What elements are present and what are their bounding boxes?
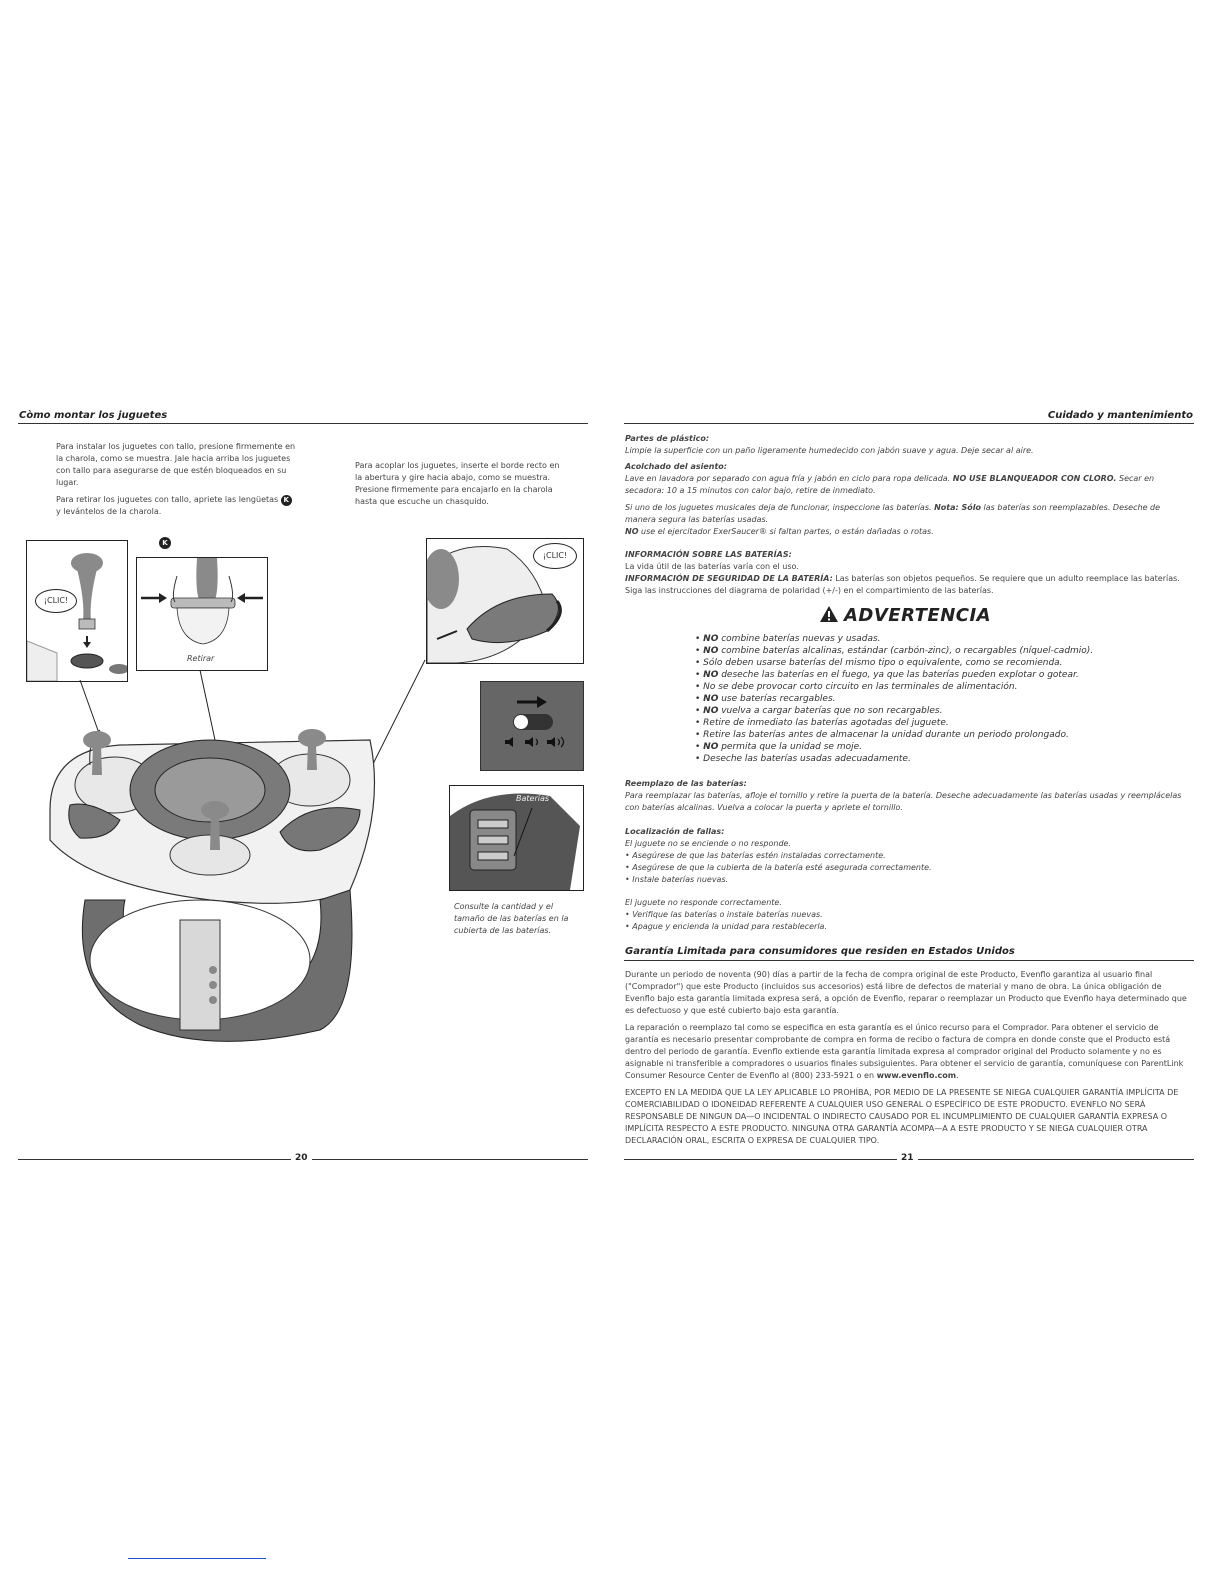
- clic-bubble-left: ¡CLIC!: [35, 589, 77, 613]
- warning-item: [695, 693, 1185, 705]
- seat-pad-text-b: Secar en secadora: 10 a 15 minutos con calor bajo, retire de inmediato.: [625, 474, 1155, 495]
- warning-item-no: NO: [703, 646, 719, 656]
- bottom-link-underline: [128, 1558, 266, 1559]
- battery-note: Consulte la cantidad y el tamaño de las baterías en la cubierta de las baterías.: [454, 902, 569, 935]
- install-paragraph: Para instalar los juguetes con tallo, presione firmemente en la charola, como se muestra. Jale hacia arriba los juguetes con tallo para asegurarse de que estén bloqueados en su lugar.: [56, 442, 296, 487]
- battery-safety: [625, 573, 1185, 597]
- toys-nota: Nota: Sólo: [934, 503, 981, 512]
- toys-text-a: Si uno de los juguetes musicales deja de funcionar, inspeccione las baterías.: [625, 503, 932, 512]
- remove-figure: [136, 557, 268, 671]
- troubleshoot-6: • Verifique las baterías o instale baterías nuevas.: [625, 910, 823, 919]
- remove-text-b: y levántelos de la charola.: [56, 507, 162, 516]
- left-section-title: Còmo montar los juguetes: [19, 410, 168, 421]
- replace-title: Reemplazo de las baterías:: [625, 779, 747, 788]
- warning-item: [695, 705, 1185, 717]
- warning-item-text: Deseche las baterías usadas adecuadamente.: [703, 754, 911, 764]
- toys-no: NO: [625, 527, 639, 536]
- toys-text-b: las baterías son reemplazables. Deseche de manera segura las baterías usadas.: [625, 503, 1161, 524]
- plastic-parts-text: Limpie la superficie con un paño ligeramente humedecido con jabón suave y agua. Deje secar al aire.: [625, 446, 1034, 455]
- warning-item-no: NO: [703, 694, 719, 704]
- warning-item-no: NO: [703, 706, 719, 716]
- warning-item-text: Sólo deben usarse baterías del mismo tipo o equivalente, como se recomienda.: [703, 658, 1063, 668]
- warning-title: ADVERTENCIA: [843, 605, 992, 626]
- battery-safety-text: Las baterías son objetos pequeños. Se requiere que un adulto reemplace las baterías. Siga las instrucciones del diagrama de polaridad (+/-) en el compartimiento de las baterías.: [625, 574, 1180, 595]
- warning-triangle-icon: [819, 605, 839, 623]
- battery-info-title: INFORMACIÓN SOBRE LAS BATERÍAS:: [625, 550, 792, 559]
- warning-item: [695, 741, 1185, 753]
- warning-item: [695, 633, 1185, 645]
- warning-item: [695, 669, 1185, 681]
- toys-text-c: use el ejercitador ExerSaucer® si faltan partes, o están dañadas o rotas.: [641, 527, 934, 536]
- attach-figure: [426, 538, 584, 664]
- page-number-left: 20: [291, 1153, 312, 1163]
- warranty-para-1: Durante un periodo de noventa (90) días a partir de la fecha de compra original de este Producto, Evenflo garantiza al usuario final ("Comprador") que este Producto (incluidos sus accesorios) está libre de defectos de material y mano de obra. La única obligación de Evenflo bajo esta garantía limitada expresa será, a opción de Evenflo, reparar o reemplazar un Producto que Evenflo haya determinado que es defectuoso y que esté cubierto bajo esta garantía.: [625, 970, 1187, 1015]
- page-number-right: 21: [897, 1153, 918, 1163]
- troubleshoot-4: • Instale baterías nuevas.: [625, 875, 729, 884]
- battery-safety-title: INFORMACIÓN DE SEGURIDAD DE LA BATERÍA:: [625, 574, 833, 583]
- warning-item-text: deseche las baterías en el fuego, ya que las baterías pueden explotar o gotear.: [718, 670, 1079, 680]
- k-badge: K: [281, 495, 292, 506]
- remove-paragraph: [56, 494, 296, 518]
- attach-paragraph: Para acoplar los juguetes, inserte el borde recto en la abertura y gire hacia abajo, como se muestra. Presione firmemente para encajarlo en la charola hasta que escuche un chasquido.: [355, 461, 560, 506]
- warning-item-text: permita que la unidad se moje.: [718, 742, 863, 752]
- warranty-title: Garantía Limitada para consumidores que residen en Estados Unidos: [625, 946, 1015, 957]
- care-content: [625, 433, 1185, 933]
- warning-item: [695, 645, 1185, 657]
- warning-heading: [625, 605, 1185, 631]
- left-header-rule: [18, 423, 588, 424]
- warning-item-text: Retire las baterías antes de almacenar la unidad durante un periodo prolongado.: [703, 730, 1069, 740]
- warning-item-no: NO: [703, 634, 719, 644]
- troubleshoot-2: • Asegúrese de que las baterías estén instaladas correctamente.: [625, 851, 886, 860]
- troubleshooting-title: Localización de fallas:: [625, 827, 725, 836]
- no-bleach-warning: NO USE BLANQUEADOR CON CLORO.: [952, 474, 1117, 483]
- warranty-content: [625, 969, 1190, 1147]
- warranty-para-3: EXCEPTO EN LA MEDIDA QUE LA LEY APLICABLE LO PROHÍBA, POR MEDIO DE LA PRESENTE SE NIEGA CUALQUIER GARANTÍA IMPLÍCITA DE COMERCIABILIDAD O IDONEIDAD REFERENTE A CUALQUIER USO GENERAL O ESPECÍFICO DE ESTE PRODUCTO. EVENFLO NO SERÁ RESPONSABLE DE NINGUN DA—O INCIDENTAL O INDIRECTO CAUSADO POR EL INCUMPLIMIENTO DE CUALQUIER GARANTÍA EXPRESA O IMPLÍCITA RESPECTO A ESTE PRODUCTO. NINGUNA OTRA GARANTÍA ACOMPA—A A ESTE PRODUCTO Y SE NIEGA CUALQUIER OTRA DECLARACIÓN ORAL, ESCRITA O EXPRESA DE CUALQUIER TIPO.: [625, 1088, 1179, 1145]
- warning-list: [695, 633, 1185, 765]
- warranty-rule: [624, 960, 1194, 961]
- k-marker: K: [159, 537, 171, 549]
- right-header-rule: [624, 423, 1194, 424]
- warning-item-no: NO: [703, 670, 719, 680]
- warning-item-no: NO: [703, 742, 719, 752]
- plastic-parts-title: Partes de plástico:: [625, 434, 710, 443]
- warning-item: [695, 681, 1185, 693]
- retirar-label: Retirar: [187, 654, 215, 663]
- warning-item-text: Retire de inmediato las baterías agotadas del juguete.: [703, 718, 949, 728]
- remove-text-a: Para retirar los juguetes con tallo, apriete las lengüetas: [56, 495, 279, 504]
- warning-item-text: combine baterías nuevas y usadas.: [718, 634, 881, 644]
- troubleshoot-1: El juguete no se enciende o no responde.: [625, 839, 791, 848]
- clic-bubble-right: ¡CLIC!: [533, 543, 577, 569]
- warning-item: [695, 753, 1185, 765]
- evenflo-link[interactable]: www.evenflo.com: [876, 1071, 957, 1080]
- warning-item-text: combine baterías alcalinas, estándar (carbón-zinc), o recargables (níquel-cadmio).: [718, 646, 1094, 656]
- warning-item: [695, 729, 1185, 741]
- replace-text: Para reemplazar las baterías, afloje el tornillo y retire la puerta de la batería. Deseche adecuadamente las baterías usadas y reemplácelas con baterías alcalinas. Vuelva a colocar la puerta y apriete el tornillo.: [625, 791, 1182, 812]
- right-section-title: Cuidado y mantenimiento: [1047, 410, 1193, 421]
- seat-pad-text: [625, 473, 1185, 497]
- troubleshoot-3: • Asegúrese de que la cubierta de la batería esté asegurada correctamente.: [625, 863, 932, 872]
- toys-text: [625, 502, 1185, 538]
- warning-item: [695, 717, 1185, 729]
- seat-pad-text-a: Lave en lavadora por separado con agua fría y jabón en ciclo para ropa delicada.: [625, 474, 951, 483]
- baterias-label: Baterías: [516, 794, 550, 803]
- warranty-para-2: La reparación o reemplazo tal como se especifica en esta garantía es el único recurso para el Comprador. Para obtener el servicio de garantía es necesario presentar comprobante de compra en forma de recibo o factura de compra en donde conste que el Producto está dentro del periodo de garantía. Evenflo extiende esta garantía limitada expresa al comprador original del Producto solamente y no es asignable ni transferible a compradores o usuarios finales subsiguientes. Para obtener el servicio de garantía, comuníquese con ParentLink Consumer Resource Center de Evenflo al (800) 233-5921 o en www.evenflo.com.: [625, 1023, 1184, 1080]
- seat-pad-title: Acolchado del asiento:: [625, 462, 727, 471]
- warranty-para-2-text: La reparación o reemplazo tal como se especifica en esta garantía es el único recurso para el Comprador. Para obtener el servicio de garantía es necesario presentar comprobante de compra en forma de recibo o factura de compra en donde conste que el Producto está dentro del periodo de garantía. Evenflo extiende esta garantía limitada expresa al comprador original del Producto solamente y no es asignable ni transferible a compradores o usuarios finales subsiguientes. Para obtener el servicio de garantía, comuníquese con ParentLink Consumer Resource Center de Evenflo al (800) 233-5921 o en: [625, 1023, 1184, 1080]
- warning-item-text: No se debe provocar corto circuito en las terminales de alimentación.: [703, 682, 1018, 692]
- warning-item-text: vuelva a cargar baterías que no son recargables.: [718, 706, 943, 716]
- warning-item: [695, 657, 1185, 669]
- troubleshoot-7: • Apague y encienda la unidad para restablecerla.: [625, 922, 827, 931]
- battery-info-text: La vida útil de las baterías varía con el uso.: [625, 562, 799, 571]
- exersaucer-illustration: [30, 660, 570, 1090]
- warning-item-text: use baterías recargables.: [718, 694, 836, 704]
- troubleshoot-5: El juguete no responde correctamente.: [625, 898, 782, 907]
